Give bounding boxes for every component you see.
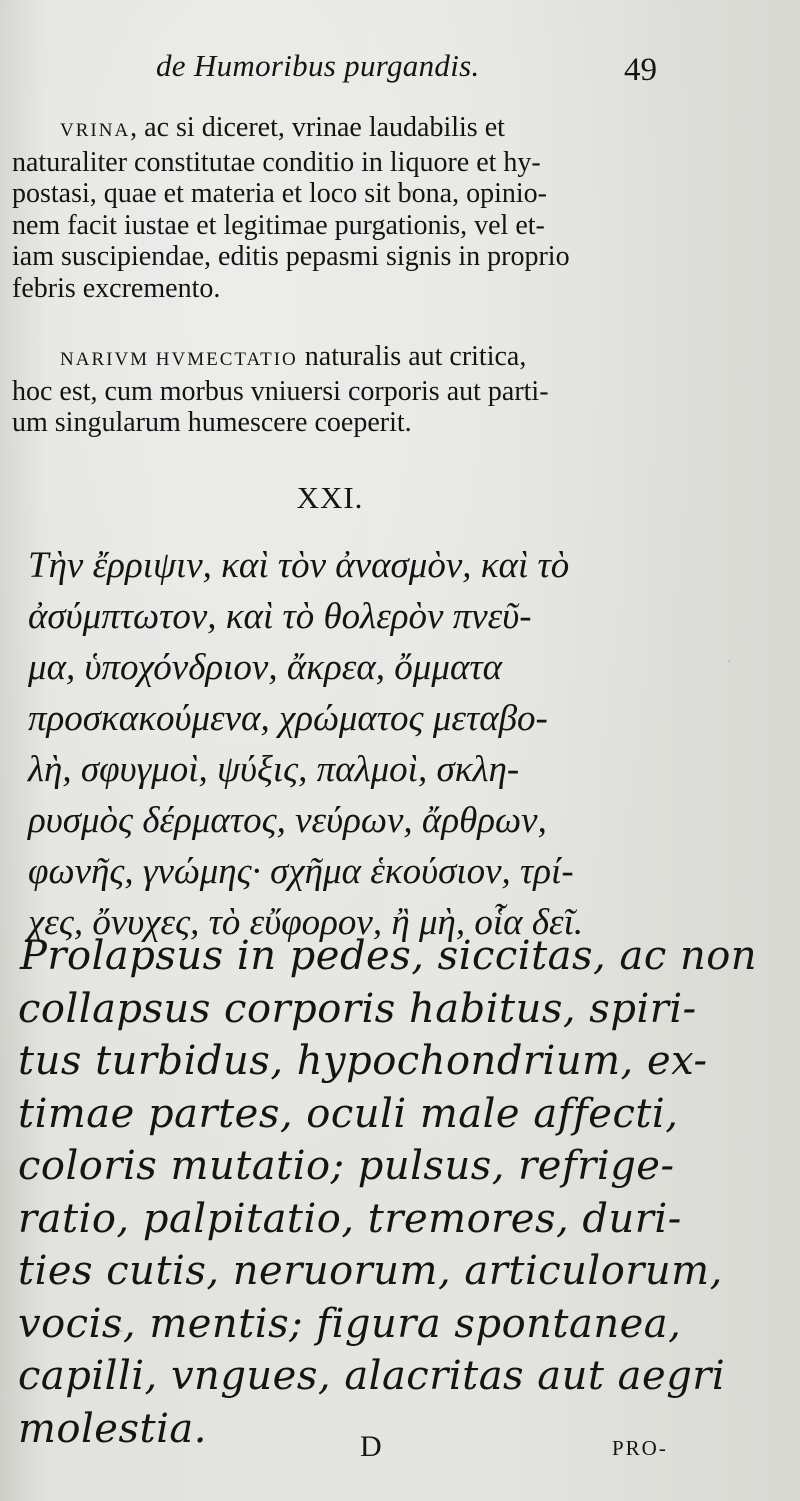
catchword: PRO- xyxy=(612,1436,668,1460)
latin-line: ties cutis, neruorum, articulorum, xyxy=(18,1248,723,1294)
greek-line: χες, ὄνυχες, τὸ εὔφορον, ἢ μὴ, οἷα δεῖ. xyxy=(28,902,584,943)
greek-line: φωνῆς, γνώμης· σχῆμα ἑκούσιον, τρί- xyxy=(28,851,574,892)
text-line xyxy=(12,112,672,147)
paragraph-narium xyxy=(12,341,672,439)
text-segment: , ac si diceret, vrinae laudabilis et xyxy=(130,112,505,143)
latin-line: capilli, vngues, alacritas aut aegri xyxy=(18,1353,726,1399)
text-line xyxy=(12,341,672,376)
text-line: febris excremento. xyxy=(12,272,221,304)
page-footer xyxy=(0,1430,800,1470)
greek-line: λὴ, σφυγμοὶ, ψύξις, παλμοὶ, σκλη- xyxy=(28,749,520,790)
signature-mark: D xyxy=(360,1430,382,1463)
greek-line: προσκακούμενα, χρώματος μεταβο- xyxy=(28,698,548,739)
small-caps-lead: VRINA xyxy=(60,120,131,141)
text-segment: naturalis aut critica, xyxy=(297,341,527,372)
page-header xyxy=(0,48,800,98)
page-number: 49 xyxy=(624,52,657,88)
text-line: naturaliter constitutae conditio in liquore et hy- xyxy=(12,146,541,178)
latin-line: ratio, palpitatio, tremores, duri- xyxy=(18,1195,682,1242)
text-line: hoc est, cum morbus vniuersi corporis aut parti- xyxy=(12,375,549,407)
greek-passage xyxy=(28,540,688,948)
latin-line: collapsus corporis habitus, spiri- xyxy=(18,985,697,1032)
greek-line: ἀσύμπτωτον, καὶ τὸ θολερὸν πνεῦ- xyxy=(28,596,532,637)
paper-speck xyxy=(728,660,730,662)
small-caps-lead: NARIVM HVMECTATIO xyxy=(60,349,298,370)
running-head: de Humoribus purgandis. xyxy=(156,48,480,83)
section-number: XXI. xyxy=(296,480,364,515)
latin-line: vocis, mentis; figura spontanea, xyxy=(18,1300,682,1347)
greek-line: ρυσμὸς δέρματος, νεύρων, ἄρθρων, xyxy=(28,800,547,841)
paragraph-vrina xyxy=(12,112,672,304)
greek-line: Τὴν ἔρριψιν, καὶ τὸν ἀνασμὸν, καὶ τὸ xyxy=(28,545,570,586)
latin-line: tus turbidus, hypochondrium, ex- xyxy=(18,1038,708,1084)
latin-line: Prolapsus in pedes, siccitas, ac non xyxy=(20,933,758,979)
greek-line: μα, ὑποχόνδριον, ἄκρεα, ὄμματα xyxy=(28,647,503,688)
text-line: iam suscipiendae, editis pepasmi signis in proprio xyxy=(12,241,570,272)
text-line: um singularum humescere coeperit. xyxy=(12,407,412,438)
latin-line: molestia. xyxy=(18,1405,207,1452)
latin-translation xyxy=(18,930,758,1455)
latin-line: timae partes, oculi male affecti, xyxy=(18,1090,679,1137)
latin-line: coloris mutatio; pulsus, refrige- xyxy=(18,1143,675,1189)
text-line: nem facit iustae et legitimae purgationis, vel et- xyxy=(12,209,545,241)
text-line: postasi, quae et materia et loco sit bona, opinio- xyxy=(12,178,547,209)
